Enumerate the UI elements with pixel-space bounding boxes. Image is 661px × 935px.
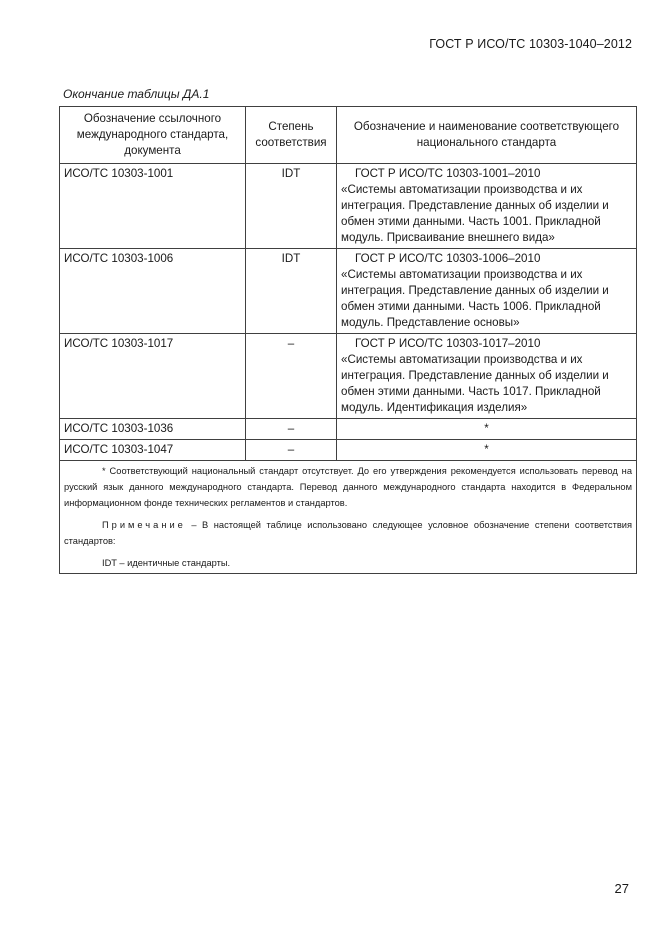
national-standard-cell <box>337 164 637 249</box>
reference-cell: ИСО/ТС 10303-1047 <box>60 440 246 461</box>
table-header-row <box>60 107 637 164</box>
national-standard-cell: * <box>337 419 637 440</box>
degree-cell: IDT <box>246 249 337 334</box>
column-header-degree: Степень соответствия <box>246 107 337 164</box>
degree-cell: IDT <box>246 164 337 249</box>
national-standard-cell <box>337 334 637 419</box>
page-number: 27 <box>614 881 629 896</box>
note <box>64 517 632 549</box>
national-standard-cell: * <box>337 440 637 461</box>
national-standard-code: ГОСТ Р ИСО/ТС 10303-1006–2010 <box>355 252 541 265</box>
degree-cell: – <box>246 419 337 440</box>
column-header-reference: Обозначение ссылочного международного стандарта, документа <box>60 107 246 164</box>
national-standard-cell <box>337 249 637 334</box>
correspondence-table <box>59 106 637 574</box>
national-standard-code: ГОСТ Р ИСО/ТС 10303-1017–2010 <box>355 337 541 350</box>
column-header-national: Обозначение и наименование соответствующего национального стандарта <box>337 107 637 164</box>
national-standard-title: «Системы автоматизации производства и их интеграция. Представление данных об изделии и обмен этими данными. Часть 1017. Прикладной модуль. Идентификация изделия» <box>341 353 609 414</box>
table-notes <box>60 461 637 574</box>
table-row <box>60 440 637 461</box>
reference-cell: ИСО/ТС 10303-1017 <box>60 334 246 419</box>
table-caption: Окончание таблицы ДА.1 <box>63 87 210 101</box>
table-row <box>60 334 637 419</box>
table-row <box>60 419 637 440</box>
note-text: – В настоящей таблице использовано следующее условное обозначение степени соответствия стандартов: <box>64 520 632 546</box>
note-legend: IDT – идентичные стандарты. <box>102 558 231 568</box>
table-row <box>60 164 637 249</box>
document-code-header: ГОСТ Р ИСО/ТС 10303-1040–2012 <box>429 37 632 51</box>
footnote: * Соответствующий национальный стандарт отсутствует. До его утверждения рекомендуется использовать перевод на русский язык данного международного стандарта. Перевод данного международного стандарта находится в Федеральном информационном фонде технических регламентов и стандартов. <box>64 466 632 508</box>
degree-cell: – <box>246 334 337 419</box>
table-notes-row <box>60 461 637 574</box>
reference-cell: ИСО/ТС 10303-1006 <box>60 249 246 334</box>
national-standard-title: «Системы автоматизации производства и их интеграция. Представление данных об изделии и обмен этими данными. Часть 1001. Прикладной модуль. Присваивание внешнего вида» <box>341 183 609 244</box>
note-label: Примечание <box>102 520 186 530</box>
table-row <box>60 249 637 334</box>
national-standard-code: ГОСТ Р ИСО/ТС 10303-1001–2010 <box>355 167 541 180</box>
degree-cell: – <box>246 440 337 461</box>
national-standard-title: «Системы автоматизации производства и их интеграция. Представление данных об изделии и обмен этими данными. Часть 1006. Прикладной модуль. Представление основы» <box>341 268 609 329</box>
reference-cell: ИСО/ТС 10303-1001 <box>60 164 246 249</box>
reference-cell: ИСО/ТС 10303-1036 <box>60 419 246 440</box>
